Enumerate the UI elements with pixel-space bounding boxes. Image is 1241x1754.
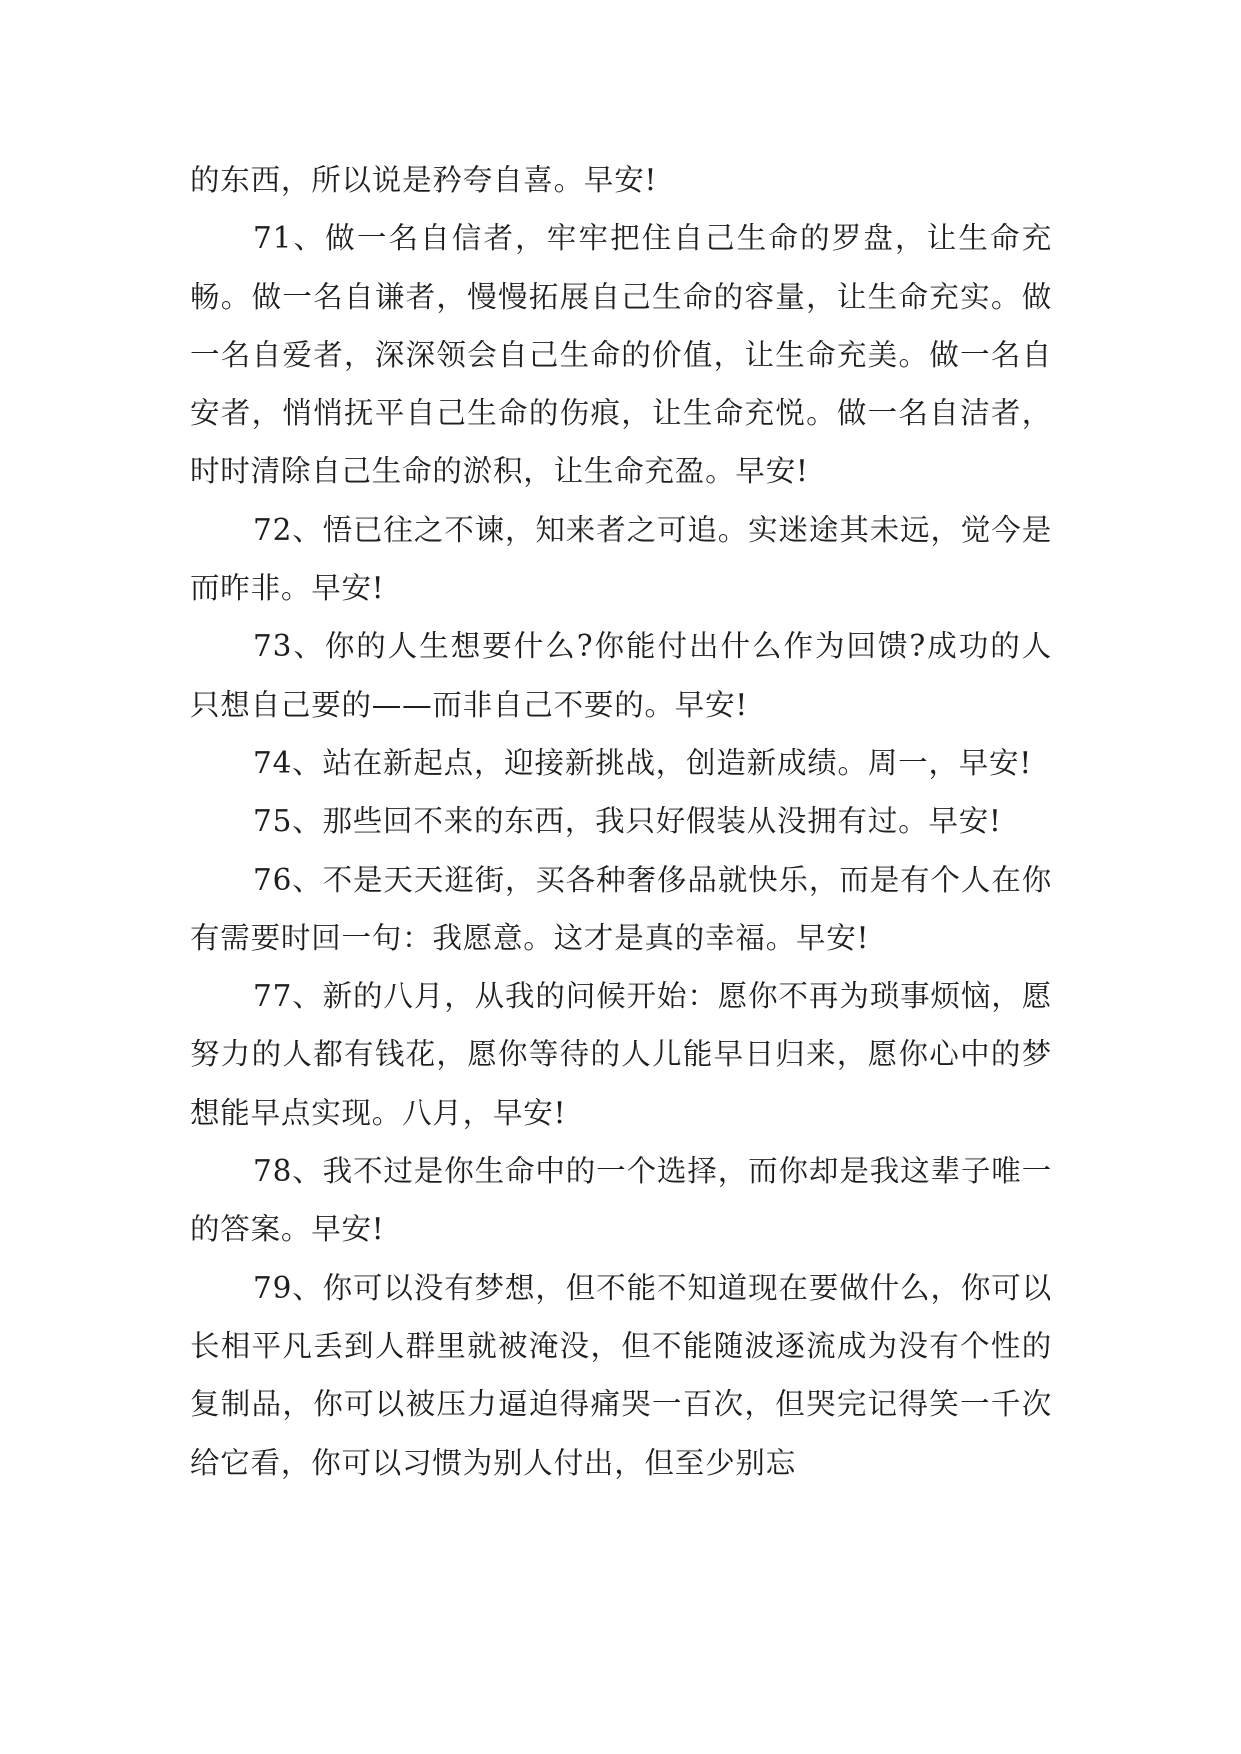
paragraph-74: 74、站在新起点，迎接新挑战，创造新成绩。周一，早安! <box>253 745 1032 780</box>
paragraph-76: 76、不是天天逛街，买各种奢侈品就快乐，而是有个人在你有需要时回一句：我愿意。这才是真的幸福。早安! <box>190 862 1052 955</box>
paragraph-73: 73、你的人生想要什么?你能付出什么作为回馈?成功的人只想自己要的——而非自己不要的。早安! <box>190 629 1052 722</box>
paragraph-75: 75、那些回不来的东西，我只好假装从没拥有过。早安! <box>253 804 1002 839</box>
paragraph-72: 72、悟已往之不谏，知来者之可追。实迷途其未远，觉今是而昨非。早安! <box>190 512 1052 606</box>
paragraph-continuation: 的东西，所以说是矜夸自喜。早安! <box>190 163 658 197</box>
paragraph-77: 77、新的八月，从我的问候开始：愿你不再为琐事烦恼，愿努力的人都有钱花，愿你等待的人儿能早日归来，愿你心中的梦想能早点实现。八月，早安! <box>190 979 1052 1130</box>
paragraph-78: 78、我不过是你生命中的一个选择，而你却是我这辈子唯一的答案。早安! <box>190 1154 1052 1247</box>
document-body <box>190 151 1052 1492</box>
paragraph-79: 79、你可以没有梦想，但不能不知道现在要做什么，你可以长相平凡丢到人群里就被淹没，但不能随波逐流成为没有个性的复制品，你可以被压力逼迫得痛哭一百次，但哭完记得笑一千次给它看，你可以习惯为别人付出，但至少别忘 <box>190 1270 1052 1480</box>
paragraph-71: 71、做一名自信者，牢牢把住自己生命的罗盘，让生命充畅。做一名自谦者，慢慢拓展自己生命的容量，让生命充实。做一名自爱者，深深领会自己生命的价值，让生命充美。做一名自安者，悄悄抚平自己生命的伤痕，让生命充悦。做一名自洁者，时时清除自己生命的淤积，让生命充盈。早安! <box>190 221 1052 489</box>
